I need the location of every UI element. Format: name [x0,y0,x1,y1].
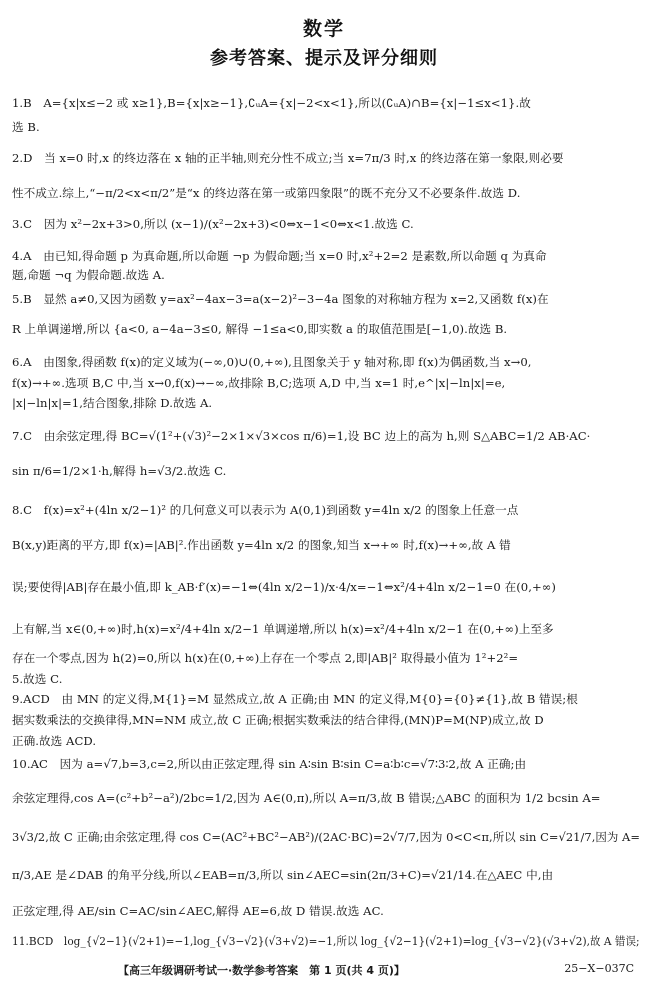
text-line: 10.AC 因为 a=√7,b=3,c=2,所以由正弦定理,得 sin A∶sin B∶sin C=a∶b∶c=√7∶3∶2,故 A 正确;由 [12,757,527,771]
text-line: 据实数乘法的交换律得,MN=NM 成立,故 C 正确;根据实数乘法的结合律得,(MN)P=M(NP)成立,故 D [12,713,544,727]
text-line: 3.C 因为 x²−2x+3>0,所以 (x−1)/(x²−2x+3)<0⇔x−1<0⇔x<1.故选 C. [12,217,414,231]
document-title: 数学 [302,18,345,40]
text-line: 1.B A={x|x≤−2 或 x≥1},B={x|x≥−1},∁ᵤA={x|−2<x<1},所以(∁ᵤA)∩B={x|−1≤x<1}.故 [12,96,531,110]
text-line: B(x,y)距离的平方,即 f(x)=|AB|².作出函数 y=4ln x/2 的图象,知当 x→+∞ 时,f(x)→+∞,故 A 错 [12,538,511,552]
footer-text: 【高三年级调研考试一·数学参考答案 第 1 页(共 4 页)】 [118,964,405,977]
text-line: 5.B 显然 a≠0,又因为函数 y=ax²−4ax−3=a(x−2)²−3−4a 图象的对称轴方程为 x=2,又函数 f(x)在 [12,292,549,306]
document-subtitle: 参考答案、提示及评分细则 [210,48,438,69]
text-line: 8.C f(x)=x²+(4ln x/2−1)² 的几何意义可以表示为 A(0,1)到函数 y=4ln x/2 的图象上任意一点 [12,503,519,517]
text-line: 11.BCD log_{√2−1}(√2+1)=−1,log_{√3−√2}(√3+√2)=−1,所以 log_{√2−1}(√2+1)=log_{√3−√2}(√3+√2),故 A 错误; [12,934,640,948]
text-line: 余弦定理得,cos A=(c²+b²−a²)/2bc=1/2,因为 A∈(0,π),所以 A=π/3,故 B 错误;△ABC 的面积为 1/2 bcsin A= [12,791,601,805]
text-line: sin π/6=1/2×1·h,解得 h=√3/2.故选 C. [12,464,227,478]
text-line: 误;要使得|AB|存在最小值,即 k_AB·f′(x)=−1⇔(4ln x/2−1)/x·4/x=−1⇔x²/4+4ln x/2−1=0 在(0,+∞) [12,580,556,594]
text-line: 3√3/2,故 C 正确;由余弦定理,得 cos C=(AC²+BC²−AB²)/(2AC·BC)=2√7/7,因为 0<C<π,所以 sin C=√21/7,因为 A= [12,830,640,844]
text-line: 性不成立.综上,“−π/2<x<π/2”是“x 的终边落在第一或第四象限”的既不充分又不必要条件.故选 D. [12,186,521,200]
text-line: |x|−ln|x|=1,结合图象,排除 D.故选 A. [12,396,213,410]
text-line: 正确.故选 ACD. [12,734,97,748]
text-line: 存在一个零点,因为 h(2)=0,所以 h(x)在(0,+∞)上存在一个零点 2,即|AB|² 取得最小值为 1²+2²= [12,651,519,665]
text-line: 5.故选 C. [12,672,63,686]
text-line: 正弦定理,得 AE/sin C=AC/sin∠AEC,解得 AE=6,故 D 错误.故选 AC. [12,904,384,918]
text-line: 2.D 当 x=0 时,x 的终边落在 x 轴的正半轴,则充分性不成立;当 x=7π/3 时,x 的终边落在第一象限,则必要 [12,151,564,165]
text-line: π/3,AE 是∠DAB 的角平分线,所以∠EAB=π/3,所以 sin∠AEC=sin(2π/3+C)=√21/14.在△AEC 中,由 [12,868,554,882]
document-code: 25−X−037C [564,962,634,975]
text-line: R 上单调递增,所以 {a<0, a−4a−3≤0, 解得 −1≤a<0,即实数 a 的取值范围是[−1,0).故选 B. [12,322,508,336]
text-line: 题,命题 ¬q 为假命题.故选 A. [12,268,165,282]
text-line: 6.A 由图象,得函数 f(x)的定义域为(−∞,0)∪(0,+∞),且图象关于 y 轴对称,即 f(x)为偶函数,当 x→0, [12,355,532,369]
text-line: 上有解,当 x∈(0,+∞)时,h(x)=x²/4+4ln x/2−1 单调递增,所以 h(x)=x²/4+4ln x/2−1 在(0,+∞)上至多 [12,622,554,636]
text-line: f(x)→+∞.选项 B,C 中,当 x→0,f(x)→−∞,故排除 B,C;选项 A,D 中,当 x=1 时,e^|x|−ln|x|=e, [12,376,506,390]
text-line: 7.C 由余弦定理,得 BC=√(1²+(√3)²−2×1×√3×cos π/6)=1,设 BC 边上的高为 h,则 S△ABC=1/2 AB·AC· [12,429,591,443]
text-line: 选 B. [12,120,40,134]
text-line: 9.ACD 由 MN 的定义得,M{1}=M 显然成立,故 A 正确;由 MN 的定义得,M{0}={0}≠{1},故 B 错误;根 [12,692,578,706]
text-line: 4.A 由已知,得命题 p 为真命题,所以命题 ¬p 为假命题;当 x=0 时,x²+2=2 是素数,所以命题 q 为真命 [12,249,547,263]
